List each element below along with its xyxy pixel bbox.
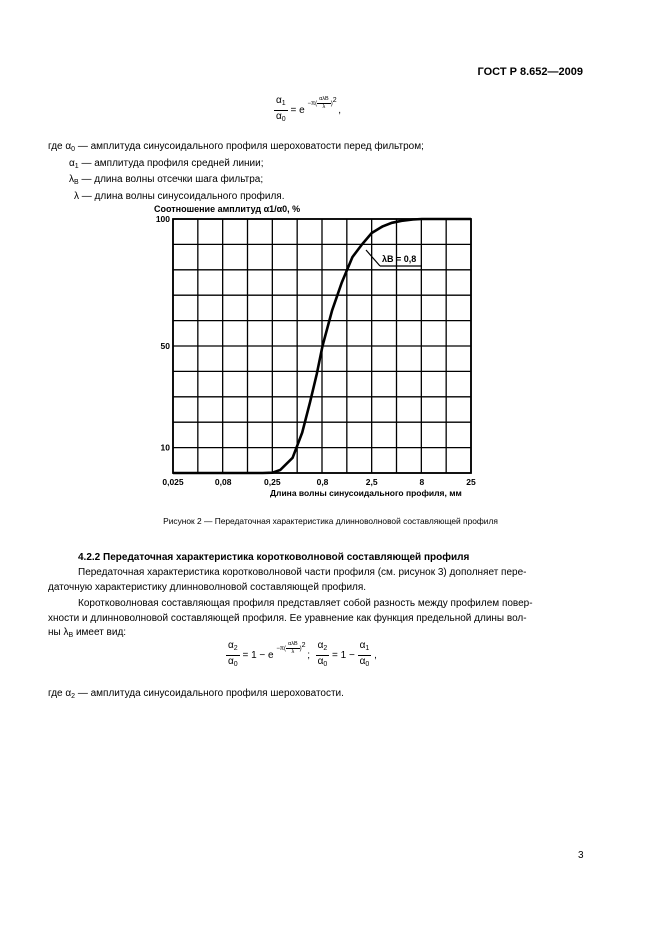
definitions-list	[48, 140, 424, 203]
chart-annotation	[366, 250, 422, 266]
document-id: ГОСТ Р 8.652—2009	[477, 66, 583, 78]
formula-short-wave: $\frac{\alpha_2}{\alpha_0}$ = 1 − e $^{-\pi( \frac{\text{αλB}}{\lambda} )^2}$ ; $\frac{\alpha_2}{\alpha_0}$ = 1 − $\frac{\alpha_1}{\alpha_0}$ ,	[228, 640, 377, 668]
formula1-exponent: −π( αλB λ )2	[307, 96, 337, 111]
formula2-exponent: −π( αλB λ )2	[276, 641, 306, 656]
chart-ylabel: Соотношение амплитуд α1/α0, %	[154, 204, 301, 214]
chart-x-tick-label: 0,025	[162, 477, 184, 487]
chart-x-ticks	[162, 477, 476, 487]
paragraph: Передаточная характеристика коротковолновой части профиля (см. рисунок 3) дополняет пере- даточную характеристику длинноволновой составляющей профиля.	[48, 567, 527, 593]
definition-item: $\alpha_1$ — амплитуда профиля средней линии;	[69, 157, 264, 170]
definition-item: где $\alpha_2$ — амплитуда синусоидального профиля шероховатости.	[48, 688, 344, 700]
chart-y-tick-label: 100	[155, 214, 170, 224]
figure-caption: Рисунок 2 — Передаточная характеристика длинноволновой составляющей профиля	[163, 516, 498, 526]
transfer-characteristic-chart	[140, 200, 490, 500]
chart-x-tick-label: 25	[466, 477, 476, 487]
chart-x-tick-label: 0,8	[316, 477, 329, 487]
definition-item: $\lambda_B$ — длина волны отсечки шага фильтра;	[69, 174, 264, 186]
formula1-fraction: $\frac{\alpha_1}{\alpha_0}$	[276, 95, 286, 123]
chart-annotation-label: λB = 0,8	[382, 254, 417, 264]
chart-x-tick-label: 2,5	[365, 477, 378, 487]
formula1-eq: = e	[290, 105, 305, 117]
definition-item: где $\alpha_0$ — амплитуда синусоидального профиля шероховатости перед фильтром;	[48, 141, 424, 153]
section-title: 4.2.2 Передаточная характеристика коротковолновой составляющей профиля	[78, 552, 470, 563]
paragraph: Коротковолновая составляющая профиля представляет собой разность между профилем повер- хности и длинноволновой составляющей профиля. Ее уравнение как функция предельной длины вол- ны $\lambda_B$ имеет вид:	[48, 598, 533, 639]
chart-y-tick-label: 50	[160, 341, 170, 351]
formula-long-wave: $\frac{\alpha_1}{\alpha_0}$ = e $^{-\pi( \frac{\text{αλB}}{\lambda} )^2}$ ,	[274, 95, 341, 126]
chart-x-tick-label: 0,08	[214, 477, 232, 487]
page-number: 3	[578, 850, 584, 861]
chart-y-ticks	[156, 214, 170, 453]
definition-item: λ — длина волны синусоидального профиля.	[74, 190, 285, 202]
chart-x-tick-label: 0,25	[264, 477, 281, 487]
chart-y-tick-label: 10	[160, 442, 170, 453]
chart-xlabel: Длина волны синусоидального профиля, мм	[270, 488, 462, 498]
chart-x-tick-label: 8	[419, 477, 425, 487]
